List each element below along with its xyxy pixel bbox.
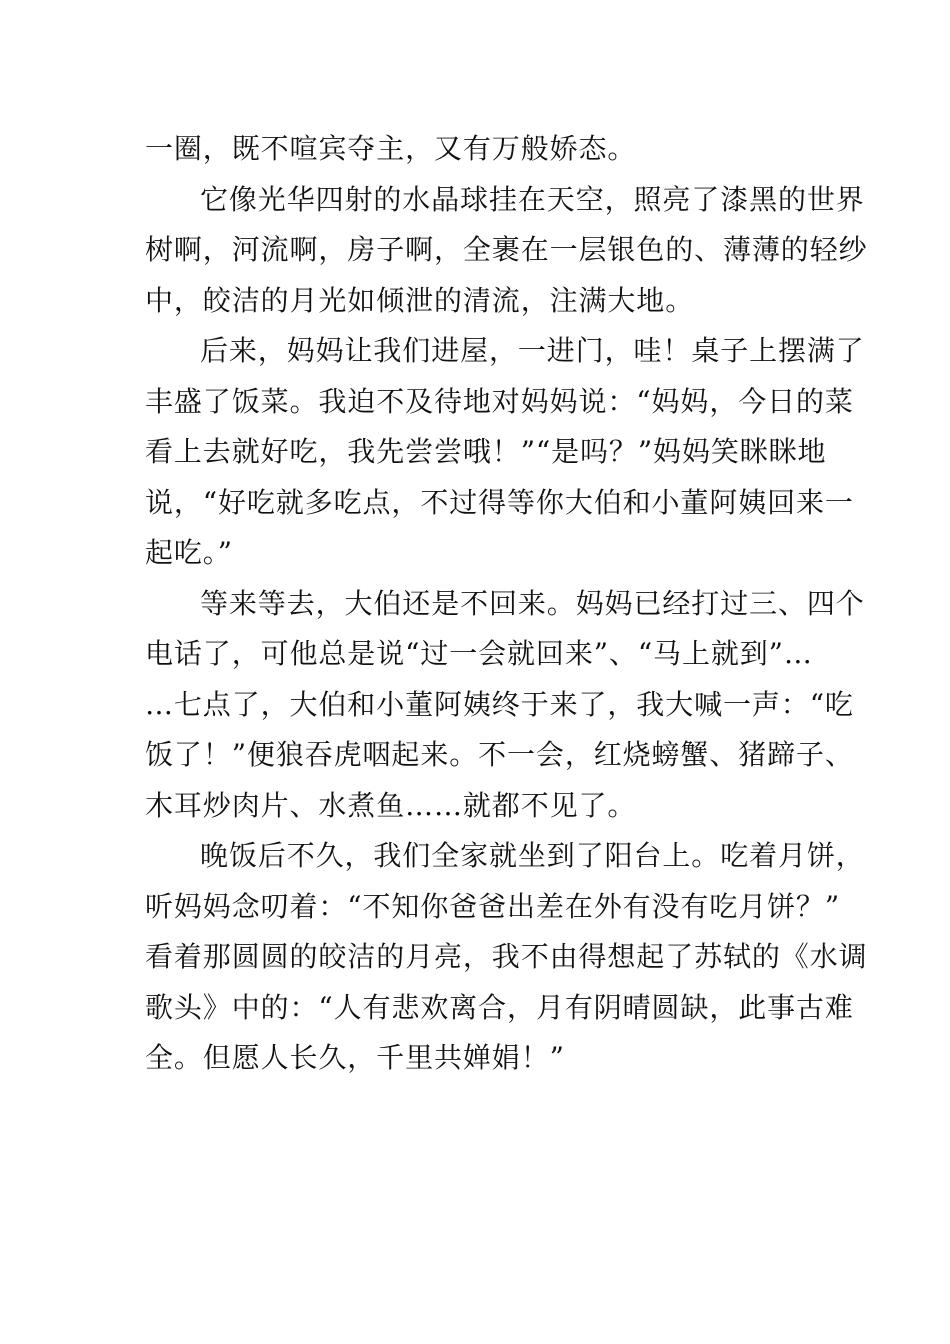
paragraph-4	[145, 579, 865, 832]
text-line: 饭了！”便狼吞虎咽起来。不一会，红烧螃蟹、猪蹄子、	[145, 738, 854, 771]
text-line: 木耳炒肉片、水煮鱼……就都不见了。	[145, 788, 637, 822]
text-line: …七点了，大伯和小董阿姨终于来了，我大喊一声：“吃	[145, 687, 854, 721]
text-line: 看着那圆圆的皎洁的月亮，我不由得想起了苏轼的《水调	[145, 940, 868, 973]
text-line: 起吃。”	[145, 536, 233, 569]
text-line: 一圈，既不喧宾夺主，又有万般娇态。	[145, 132, 637, 165]
text-line: 丰盛了饭菜。我迫不及待地对妈妈说：“妈妈，今日的菜	[145, 384, 854, 418]
text-line: 看上去就好吃，我先尝尝哦！”“是吗？”妈妈笑眯眯地	[145, 435, 827, 468]
text-line: 说，“好吃就多吃点，不过得等你大伯和小董阿姨回来一	[145, 485, 854, 519]
text-line: 电话了，可他总是说“过一会就回来”、“马上就到”…	[145, 637, 813, 670]
text-line: 等来等去，大伯还是不回来。妈妈已经打过三、四个	[200, 586, 865, 620]
text-line: 歌头》中的：“人有悲欢离合，月有阴晴圆缺，此事古难	[145, 990, 854, 1024]
paragraph-5	[145, 831, 868, 1084]
text-line: 听妈妈念叨着：“不知你爸爸出差在外有没有吃月饼？”	[145, 889, 841, 923]
text-line: 树啊，河流啊，房子啊，全裹在一层银色的、薄薄的轻纱	[145, 233, 868, 266]
text-line: 后来，妈妈让我们进屋，一进门，哇！桌子上摆满了	[200, 334, 865, 367]
text-line: 晚饭后不久，我们全家就坐到了阳台上。吃着月饼，	[200, 839, 865, 872]
text-line: 全。但愿人长久，千里共婵娟！”	[145, 1041, 565, 1074]
paragraph-2	[145, 175, 868, 327]
essay-body	[145, 124, 868, 1084]
text-line: 它像光华四射的水晶球挂在天空，照亮了漆黑的世界	[200, 182, 865, 216]
text-line: 中，皎洁的月光如倾泄的清流，注满大地。	[145, 283, 695, 317]
paragraph-1	[145, 124, 810, 175]
paragraph-3	[145, 326, 865, 579]
